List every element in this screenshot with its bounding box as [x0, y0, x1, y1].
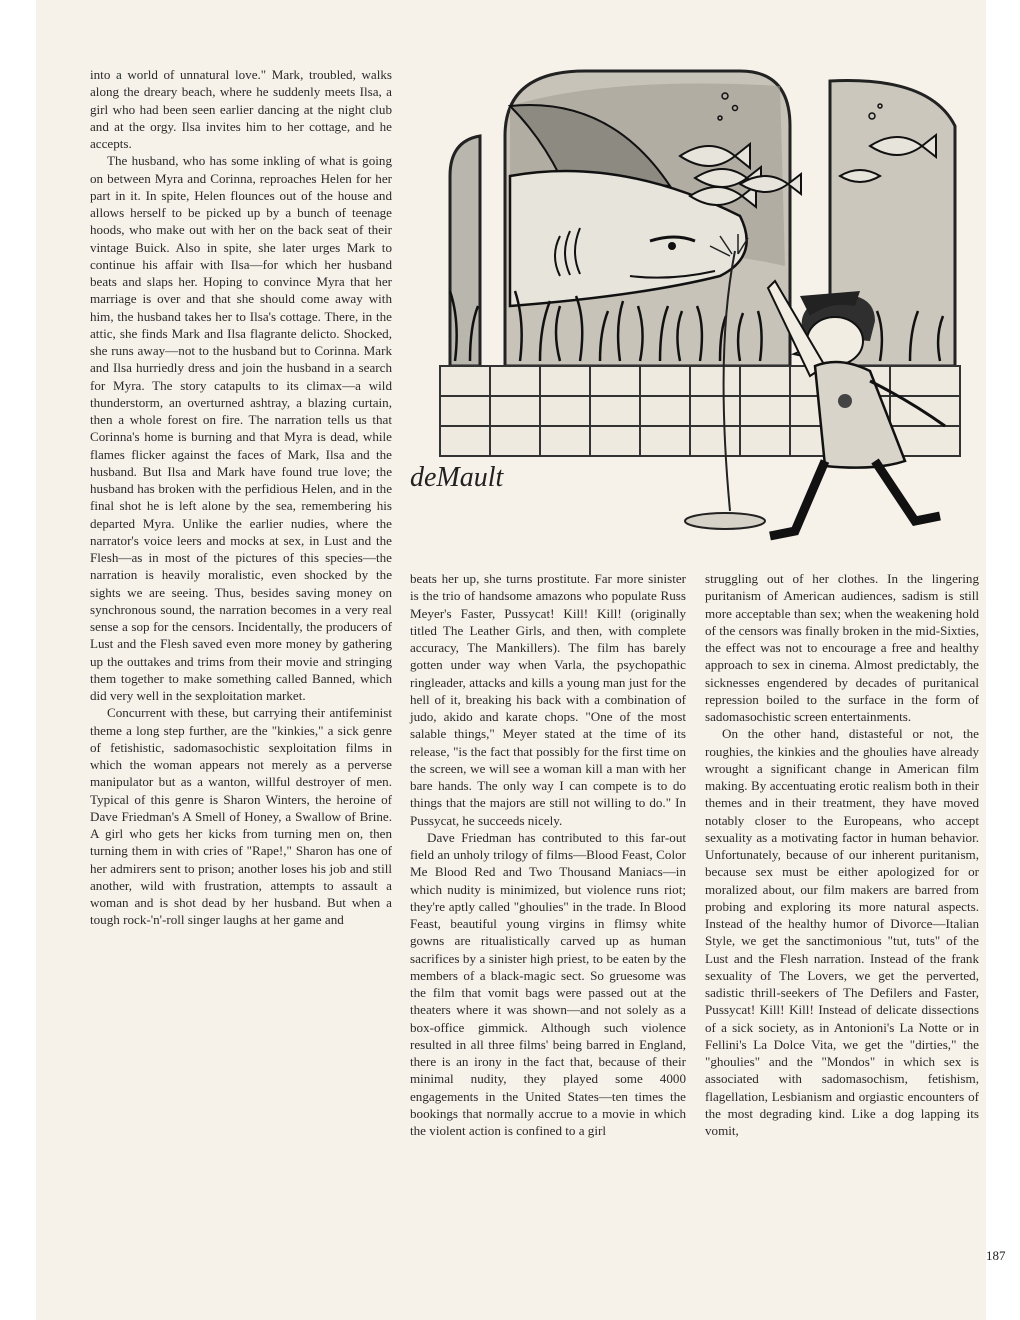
page-number: 187	[986, 1248, 1006, 1263]
paragraph: struggling out of her clothes. In the lingering puritanism of American audiences, sadism is still more acceptable than sex; when the weakening hold of the censors was finally broken in the mid-Sixties, the effect was not to encourage a free and healthy approach to sex in cinema. Almost predictably, the sicknesses engendered by decades of puritanical repression boiled to the surface in the form of sadomasochistic screen entertainments.	[705, 571, 979, 724]
paragraph: On the other hand, distasteful or not, the roughies, the kinkies and the ghoulies have already wrought a significant change in American film making. By accentuating erotic realism both in their themes and in their treatment, they have moved notably closer to the Europeans, who accept sexuality as a motivating factor in human behavior. Unfortunately, because of our inherent puritanism, because sex must be either apologized for or moralized about, our film makers are barred from probing and exploring its more natural aspects. Instead of the healthy humor of Divorce—Italian Style, we get the sanctimonious "tut, tuts" of the Lust and the Flesh narration. Instead of the frank sexuality of The Lovers, we get the perverted, sadistic thrill-seekers of The Defilers and Faster, Pussycat! Kill! Kill! Instead of delicate dissections of a sick society, as in Antonioni's La Notte or in Fellini's La Dolce Vita, we get the "dirties," the "ghoulies" and the "Mondos" in which sex is associated with sadomasochism, fetishism, flagellation, Lesbianism and orgiastic encounters of the most degrading kind. Like a dog lapping its vomit,	[705, 726, 979, 1138]
paragraph: Concurrent with these, but carrying their antifeminist theme a long step further, are the "kinkies," a sick genre of fetishistic, sadomasochistic sexploitation films in which the woman appears not merely as a perverse manipulator but as a wanton, willful destroyer of men. Typical of this genre is Sharon Winters, the heroine of Dave Friedman's A Smell of Honey, a Swallow of Brine. A girl who gets her kicks from turning men on, then turning them in with cries of "Rape!," Sharon has one of her admirers sent to prison; another loses his job and still another, wild with frustration, attempts to assault a woman and is shot dead by her husband. But when a tough rock-'n'-roll singer laughs at her game and	[90, 705, 392, 928]
artist-signature: deMault	[410, 462, 504, 493]
paragraph: beats her up, she turns prostitute. Far more sinister is the trio of handsome amazons who populate Russ Meyer's Faster, Pussycat! Kill! Kill! (originally titled The Leather Girls, and then, with complete accuracy, The Mankillers). The film has barely gotten under way when Varla, the psychopathic ringleader, attacks and kills a young man just for the hell of it, breaking his back with a combination of judo, akido and karate chops. "One of the most salable things," Meyer stated at the time of its release, "is the fact that possibly for the first time on the screen, we will see a woman kill a man with her bare hands. The only way I can compete is to do things that the majors are still not willing to do." In Pussycat, he succeeds nicely.	[410, 571, 686, 828]
magazine-page	[36, 0, 1006, 1320]
text-column-3	[705, 570, 979, 1139]
paragraph: into a world of unnatural love." Mark, troubled, walks along the dreary beach, where he suddenly meets Ilsa, a girl who had been seen earlier dancing at the night club and at the orgy. Ilsa invites him to her cottage, and he accepts.	[90, 67, 392, 151]
paragraph: The husband, who has some inkling of what is going on between Myra and Corinna, reproaches Helen for her part in it. In spite, Helen flounces out of the house and allows herself to be picked up by a bunch of teenage hoods, who make out with her on the back seat of their vintage Buick. Also in spite, she later urges Mark to continue his affair with Ilsa—for which her husband beats and slaps her. Hoping to convince Myra that her marriage is over and that she should come away with him, the husband takes her to Ilsa's cottage. There, in the attic, she finds Mark and Ilsa flagrante delicto. Shocked, she runs away—not to the husband but to Corinna. Mark and Ilsa hurriedly dress and join the husband in a search for Myra. The story catapults to its climax—a wild thunderstorm, an overturned ashtray, a blazing curtain, then a whole forest on fire. The narration tells us that Corinna's home is burning and that Myra is dead, while flames flicker against the faces of Mark, Ilsa and the husband. But Ilsa and Mark have found true love; the husband has broken with the perfidious Helen, and in the final shot he is left alone by the sea, remembering his departed Myra. Unlike the earlier nudies, where the narrator's voice leers and mocks at sex, in Lust and the Flesh—as in most of the pictures of this species—the narration is heavily moralistic, even shocked by the sights we are seeing. Thus, besides saving money on synchronous sound, the narration becomes in a very real sense a sop for the censors. Incidentally, the producers of Lust and the Flesh saved even more money by gathering up the outtakes and trims from their movie and stringing them together to make something called Banned, which did very well in the sexploitation market.	[90, 153, 392, 703]
cartoon-illustration	[410, 66, 1000, 556]
paragraph: Dave Friedman has contributed to this far-out field an unholy trilogy of films—Blood Feast, Color Me Blood Red and Two Thousand Maniacs—in which nudity is minimized, but violence runs riot; they're aptly called "ghoulies" in the trade. In Blood Feast, beautiful young virgins in flimsy white gowns are ritualistically carved up as human sacrifices by a sinister high priest, to be eaten by the members of a black-magic sect. So gruesome was the film that vomit bags were passed out at the theaters where it was shown—and not solely as a box-office gimmick. Although such violence resulted in all three films' being barred in England, there is an irony in the fact that, because of their minimal nudity, they played some 4000 engagements in the United States—ten times the bookings that normally accrue to a movie in which the violent action is confined to a girl	[410, 829, 686, 1138]
text-column-2	[410, 570, 686, 1139]
text-column-1	[90, 66, 392, 929]
